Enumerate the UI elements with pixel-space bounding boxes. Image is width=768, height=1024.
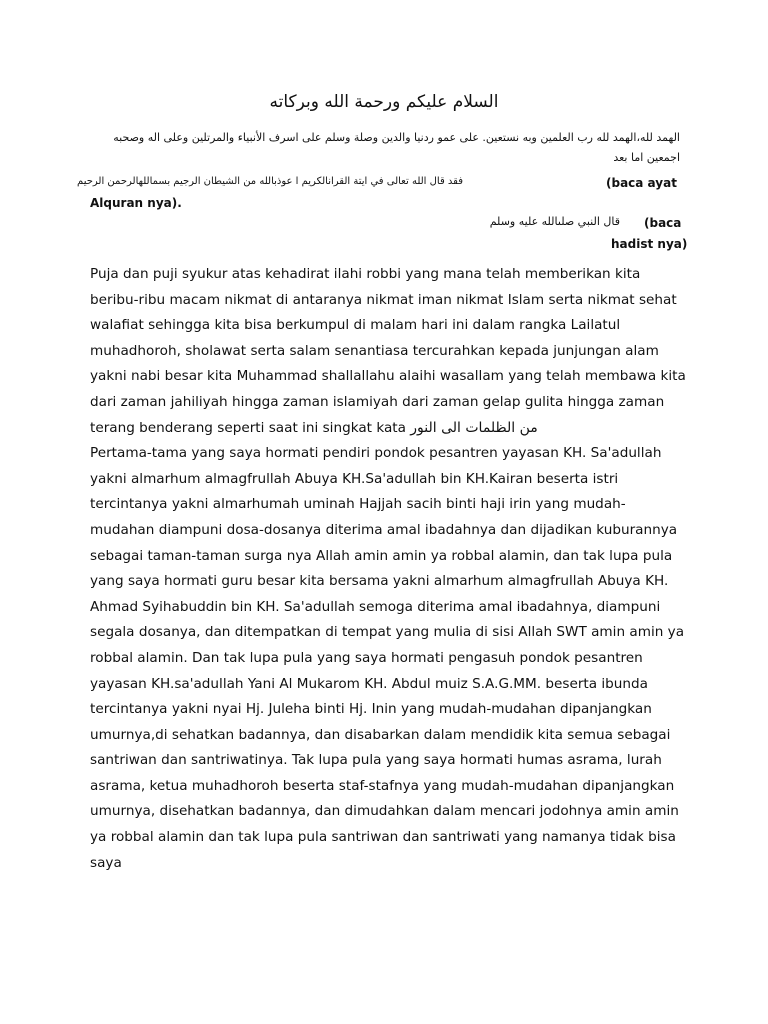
- ayat-intro-arabic: فقد قال الله تعالى في ايتة القرانالكريم ا عوذبالله من الشيطان الرجيم بسماللهالرحمن الرحيم: [77, 176, 463, 187]
- speech-body: [90, 262, 690, 876]
- hamdalah-opening: الهمد لله،الهمد لله رب العلمين وبه نستعين. على عمو ردنيا والدين وصلة وسلم على اسرف الأنبياء والمرتلين وعلى اله وصحبه اجمعين اما بعد: [113, 131, 680, 164]
- salam-greeting: السلام عليكم ورحمة الله وبركاته: [269, 92, 499, 112]
- hadist-note-line2: hadist nya): [611, 237, 688, 251]
- paragraph-opening: [90, 262, 690, 441]
- paragraph-opening-text: Puja dan puji syukur atas kehadirat ilahi robbi yang mana telah memberikan kita beribu-ribu macam nikmat di antaranya nikmat iman nikmat Islam serta nikmat sehat walafiat sehingga kita bisa berkumpul di malam hari ini dalam rangka Lailatul muhadhoroh, sholawat serta salam senantiasa tercurahkan kepada junjungan alam yakni nabi besar kita Muhammad shallallahu alaihi wasallam yang telah membawa kita dari zaman jahiliyah hingga zaman islamiyah dari zaman gelap gulita hingga zaman terang benderang seperti saat ini singkat kata: [90, 266, 686, 436]
- ayat-note-line2: Alquran nya).: [90, 196, 182, 210]
- paragraph-opening-arabic: من الظلمات الى النور: [410, 419, 538, 436]
- ayat-note-line1: (baca ayat: [606, 176, 677, 190]
- hadist-intro-arabic: قال النبي صلىالله عليه وسلم: [489, 215, 620, 228]
- paragraph-honorifics: Pertama-tama yang saya hormati pendiri pondok pesantren yayasan KH. Sa'adullah yakni almarhum almagfrullah Abuya KH.Sa'adullah bin KH.Kairan beserta istri tercintanya yakni almarhumah uminah Hajjah sacih binti haji irin yang mudah-mudahan diampuni dosa-dosanya diterima amal ibadahnya dan dijadikan kuburannya sebagai taman-taman surga nya Allah amin amin ya robbal alamin, dan tak lupa pula yang saya hormati guru besar kita bersama yakni almarhum almagfrullah Abuya KH. Ahmad Syihabuddin bin KH. Sa'adullah semoga diterima amal ibadahnya, diampuni segala dosanya, dan ditempatkan di tempat yang mulia di sisi Allah SWT amin amin ya robbal alamin. Dan tak lupa pula yang saya hormati pengasuh pondok pesantren yayasan KH.sa'adullah Yani Al Mukarom KH. Abdul muiz S.A.G.MM. beserta ibunda tercintanya yakni nyai Hj. Juleha binti Hj. Inin yang mudah-mudahan dipanjangkan umurnya,di sehatkan badannya, dan disabarkan dalam mendidik kita semua sebagai santriwan dan santriwatinya. Tak lupa pula yang saya hormati humas asrama, lurah asrama, ketua muhadhoroh beserta staf-stafnya yang mudah-mudahan dipanjangkan umurnya, disehatkan badannya, dan dimudahkan dalam mencari jodohnya amin amin ya robbal alamin dan tak lupa pula santriwan dan santriwati yang namanya tidak bisa saya: [90, 445, 685, 871]
- hadist-note-line1: (baca: [644, 216, 682, 230]
